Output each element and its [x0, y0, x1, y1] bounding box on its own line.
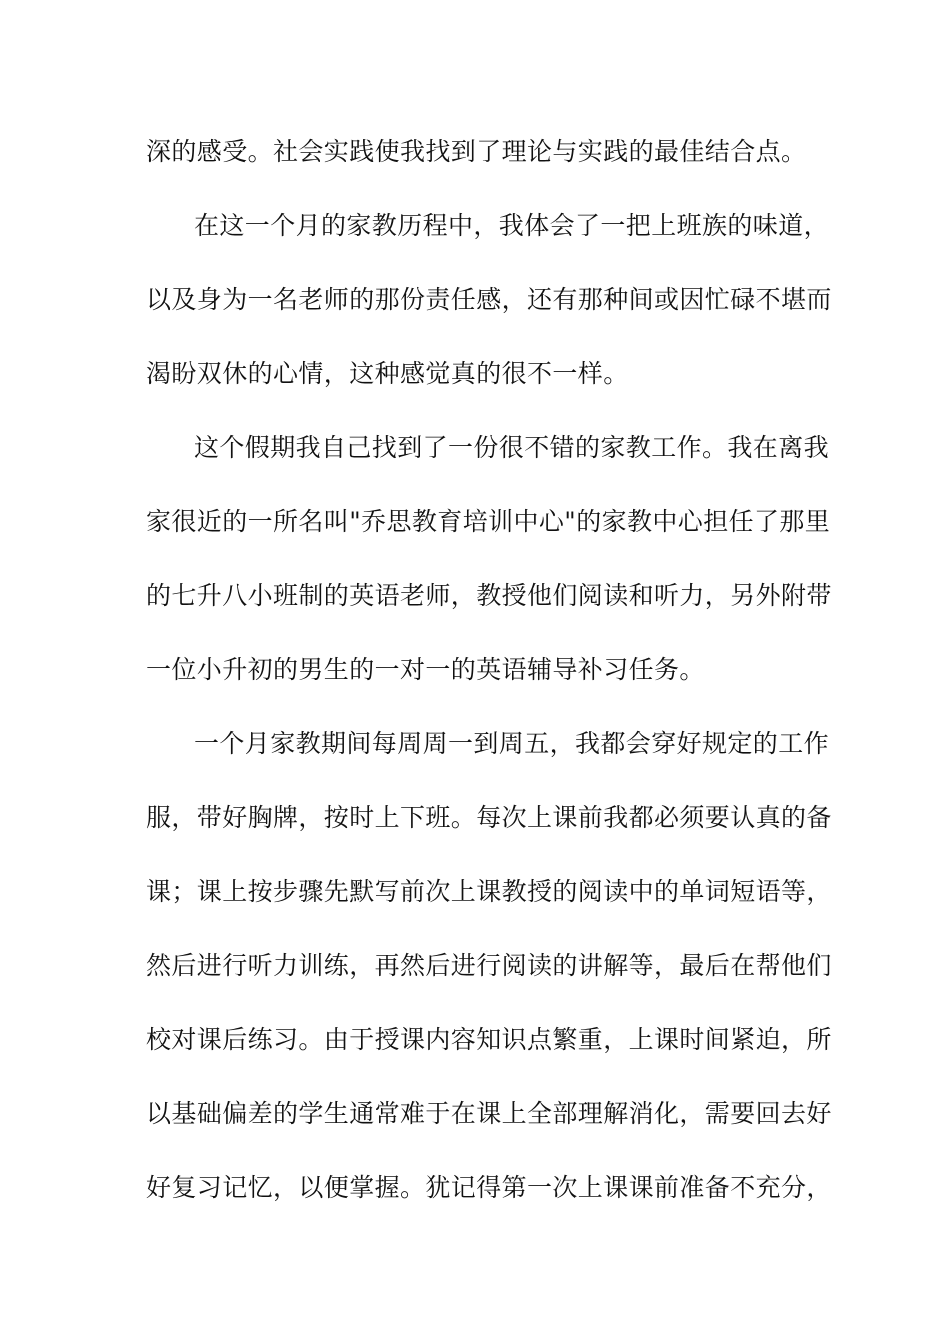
text-line: 服，带好胸牌，按时上下班。每次上课前我都必须要认真的备 — [146, 803, 832, 832]
text-line: 然后进行听力训练，再然后进行阅读的讲解等，最后在帮他们 — [146, 951, 832, 980]
text-line: 渴盼双休的心情，这种感觉真的很不一样。 — [146, 359, 629, 388]
text-line: 的七升八小班制的英语老师，教授他们阅读和听力，另外附带 — [146, 581, 832, 610]
text-line: 家很近的一所名叫"乔思教育培训中心"的家教中心担任了那里 — [146, 507, 831, 536]
text-line: 以及身为一名老师的那份责任感，还有那种间或因忙碌不堪而 — [146, 285, 832, 314]
text-line: 深的感受。社会实践使我找到了理论与实践的最佳结合点。 — [146, 137, 807, 166]
paragraph-first-line: 一个月家教期间每周周一到周五，我都会穿好规定的工作 — [194, 729, 830, 758]
text-line: 一位小升初的男生的一对一的英语辅导补习任务。 — [146, 655, 705, 684]
text-line: 课；课上按步骤先默写前次上课教授的阅读中的单词短语等， — [146, 877, 832, 906]
text-line: 好复习记忆，以便掌握。犹记得第一次上课课前准备不充分， — [146, 1173, 832, 1202]
paragraph-first-line: 这个假期我自己找到了一份很不错的家教工作。我在离我 — [194, 433, 830, 462]
text-line: 以基础偏差的学生通常难于在课上全部理解消化，需要回去好 — [146, 1099, 832, 1128]
text-line: 校对课后练习。由于授课内容知识点繁重，上课时间紧迫，所 — [146, 1025, 832, 1054]
paragraph-first-line: 在这一个月的家教历程中，我体会了一把上班族的味道， — [194, 211, 830, 240]
